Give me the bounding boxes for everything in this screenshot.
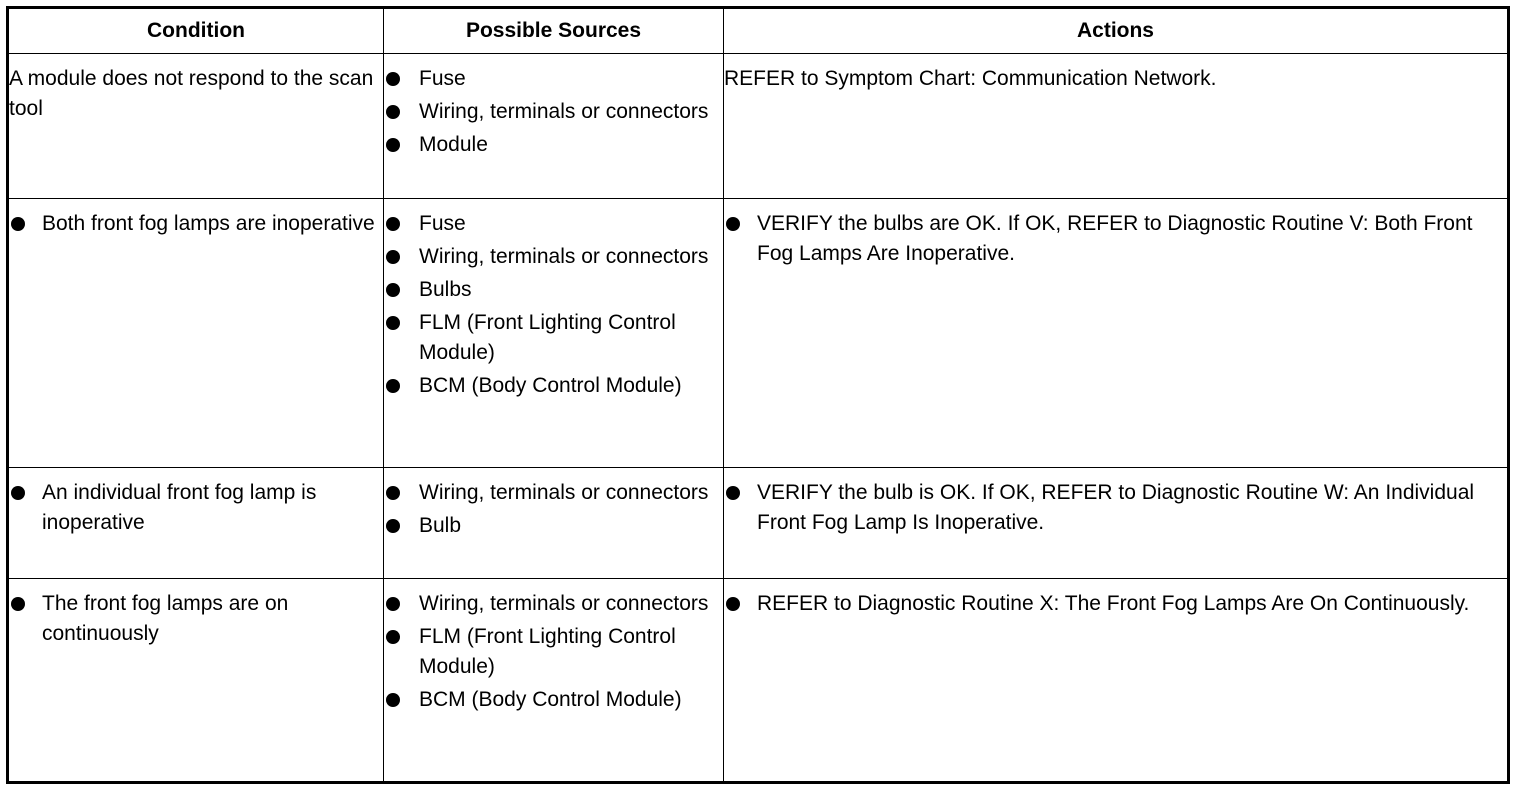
action-cell: REFER to Symptom Chart: Communication Network. [724, 54, 1509, 199]
bullet-icon [386, 597, 400, 611]
action-cell [724, 199, 1509, 468]
bullet-icon [386, 283, 400, 297]
source-text: FLM (Front Lighting Control Module) [419, 311, 676, 364]
condition-text: The front fog lamps are on continuously [42, 592, 289, 645]
bullet-icon [386, 486, 400, 500]
list-item [384, 622, 723, 682]
header-possible-sources: Possible Sources [384, 8, 724, 54]
list-item [384, 478, 723, 508]
bullet-icon [386, 316, 400, 330]
list-item [384, 97, 723, 127]
sources-cell [384, 468, 724, 579]
source-text: Wiring, terminals or connectors [419, 592, 709, 615]
action-text: VERIFY the bulb is OK. If OK, REFER to Diagnostic Routine W: An Individual Front Fog Lamp Is Inoperative. [757, 481, 1475, 534]
action-text: VERIFY the bulbs are OK. If OK, REFER to Diagnostic Routine V: Both Front Fog Lamps Are Inoperative. [757, 212, 1473, 265]
symptom-chart-table [6, 6, 1510, 784]
bullet-icon [11, 217, 25, 231]
list-item [9, 589, 383, 649]
list-item [724, 589, 1507, 619]
list-item [724, 209, 1507, 269]
table-row [8, 468, 1509, 579]
bullet-icon [386, 250, 400, 264]
table-row [8, 54, 1509, 199]
bullet-icon [386, 72, 400, 86]
header-row [8, 8, 1509, 54]
list-item [9, 209, 383, 239]
list-item [384, 511, 723, 541]
source-text: Wiring, terminals or connectors [419, 245, 709, 268]
list-item [384, 371, 723, 401]
sources-cell [384, 579, 724, 783]
bullet-icon [386, 105, 400, 119]
list-item [384, 685, 723, 715]
sources-list [384, 64, 723, 160]
bullet-icon [386, 379, 400, 393]
bullet-icon [11, 486, 25, 500]
sources-list [384, 209, 723, 401]
source-text: BCM (Body Control Module) [419, 374, 682, 397]
list-item [9, 478, 383, 538]
table-row [8, 199, 1509, 468]
action-cell [724, 579, 1509, 783]
action-text: REFER to Diagnostic Routine X: The Front Fog Lamps Are On Continuously. [757, 592, 1470, 615]
list-item [384, 275, 723, 305]
list-item [384, 589, 723, 619]
bullet-icon [11, 597, 25, 611]
source-text: Wiring, terminals or connectors [419, 100, 709, 123]
condition-text: An individual front fog lamp is inoperative [42, 481, 317, 534]
condition-cell: A module does not respond to the scan tool [8, 54, 384, 199]
source-text: BCM (Body Control Module) [419, 688, 682, 711]
source-text: Fuse [419, 212, 466, 235]
header-actions: Actions [724, 8, 1509, 54]
header-condition: Condition [8, 8, 384, 54]
condition-cell [8, 579, 384, 783]
sources-cell [384, 54, 724, 199]
bullet-icon [386, 519, 400, 533]
source-text: Wiring, terminals or connectors [419, 481, 709, 504]
list-item [384, 308, 723, 368]
list-item [724, 478, 1507, 538]
source-text: Bulb [419, 514, 462, 537]
source-text: Module [419, 133, 488, 156]
bullet-icon [386, 217, 400, 231]
bullet-icon [386, 138, 400, 152]
sources-cell [384, 199, 724, 468]
list-item [384, 209, 723, 239]
bullet-icon [386, 693, 400, 707]
list-item [384, 130, 723, 160]
condition-cell [8, 199, 384, 468]
condition-text: Both front fog lamps are inoperative [42, 212, 375, 235]
list-item [384, 242, 723, 272]
source-text: Bulbs [419, 278, 472, 301]
condition-cell [8, 468, 384, 579]
action-cell [724, 468, 1509, 579]
bullet-icon [726, 597, 740, 611]
source-text: FLM (Front Lighting Control Module) [419, 625, 676, 678]
table-row [8, 579, 1509, 783]
list-item [384, 64, 723, 94]
bullet-icon [726, 486, 740, 500]
sources-list [384, 478, 723, 541]
source-text: Fuse [419, 67, 466, 90]
bullet-icon [386, 630, 400, 644]
bullet-icon [726, 217, 740, 231]
sources-list [384, 589, 723, 715]
